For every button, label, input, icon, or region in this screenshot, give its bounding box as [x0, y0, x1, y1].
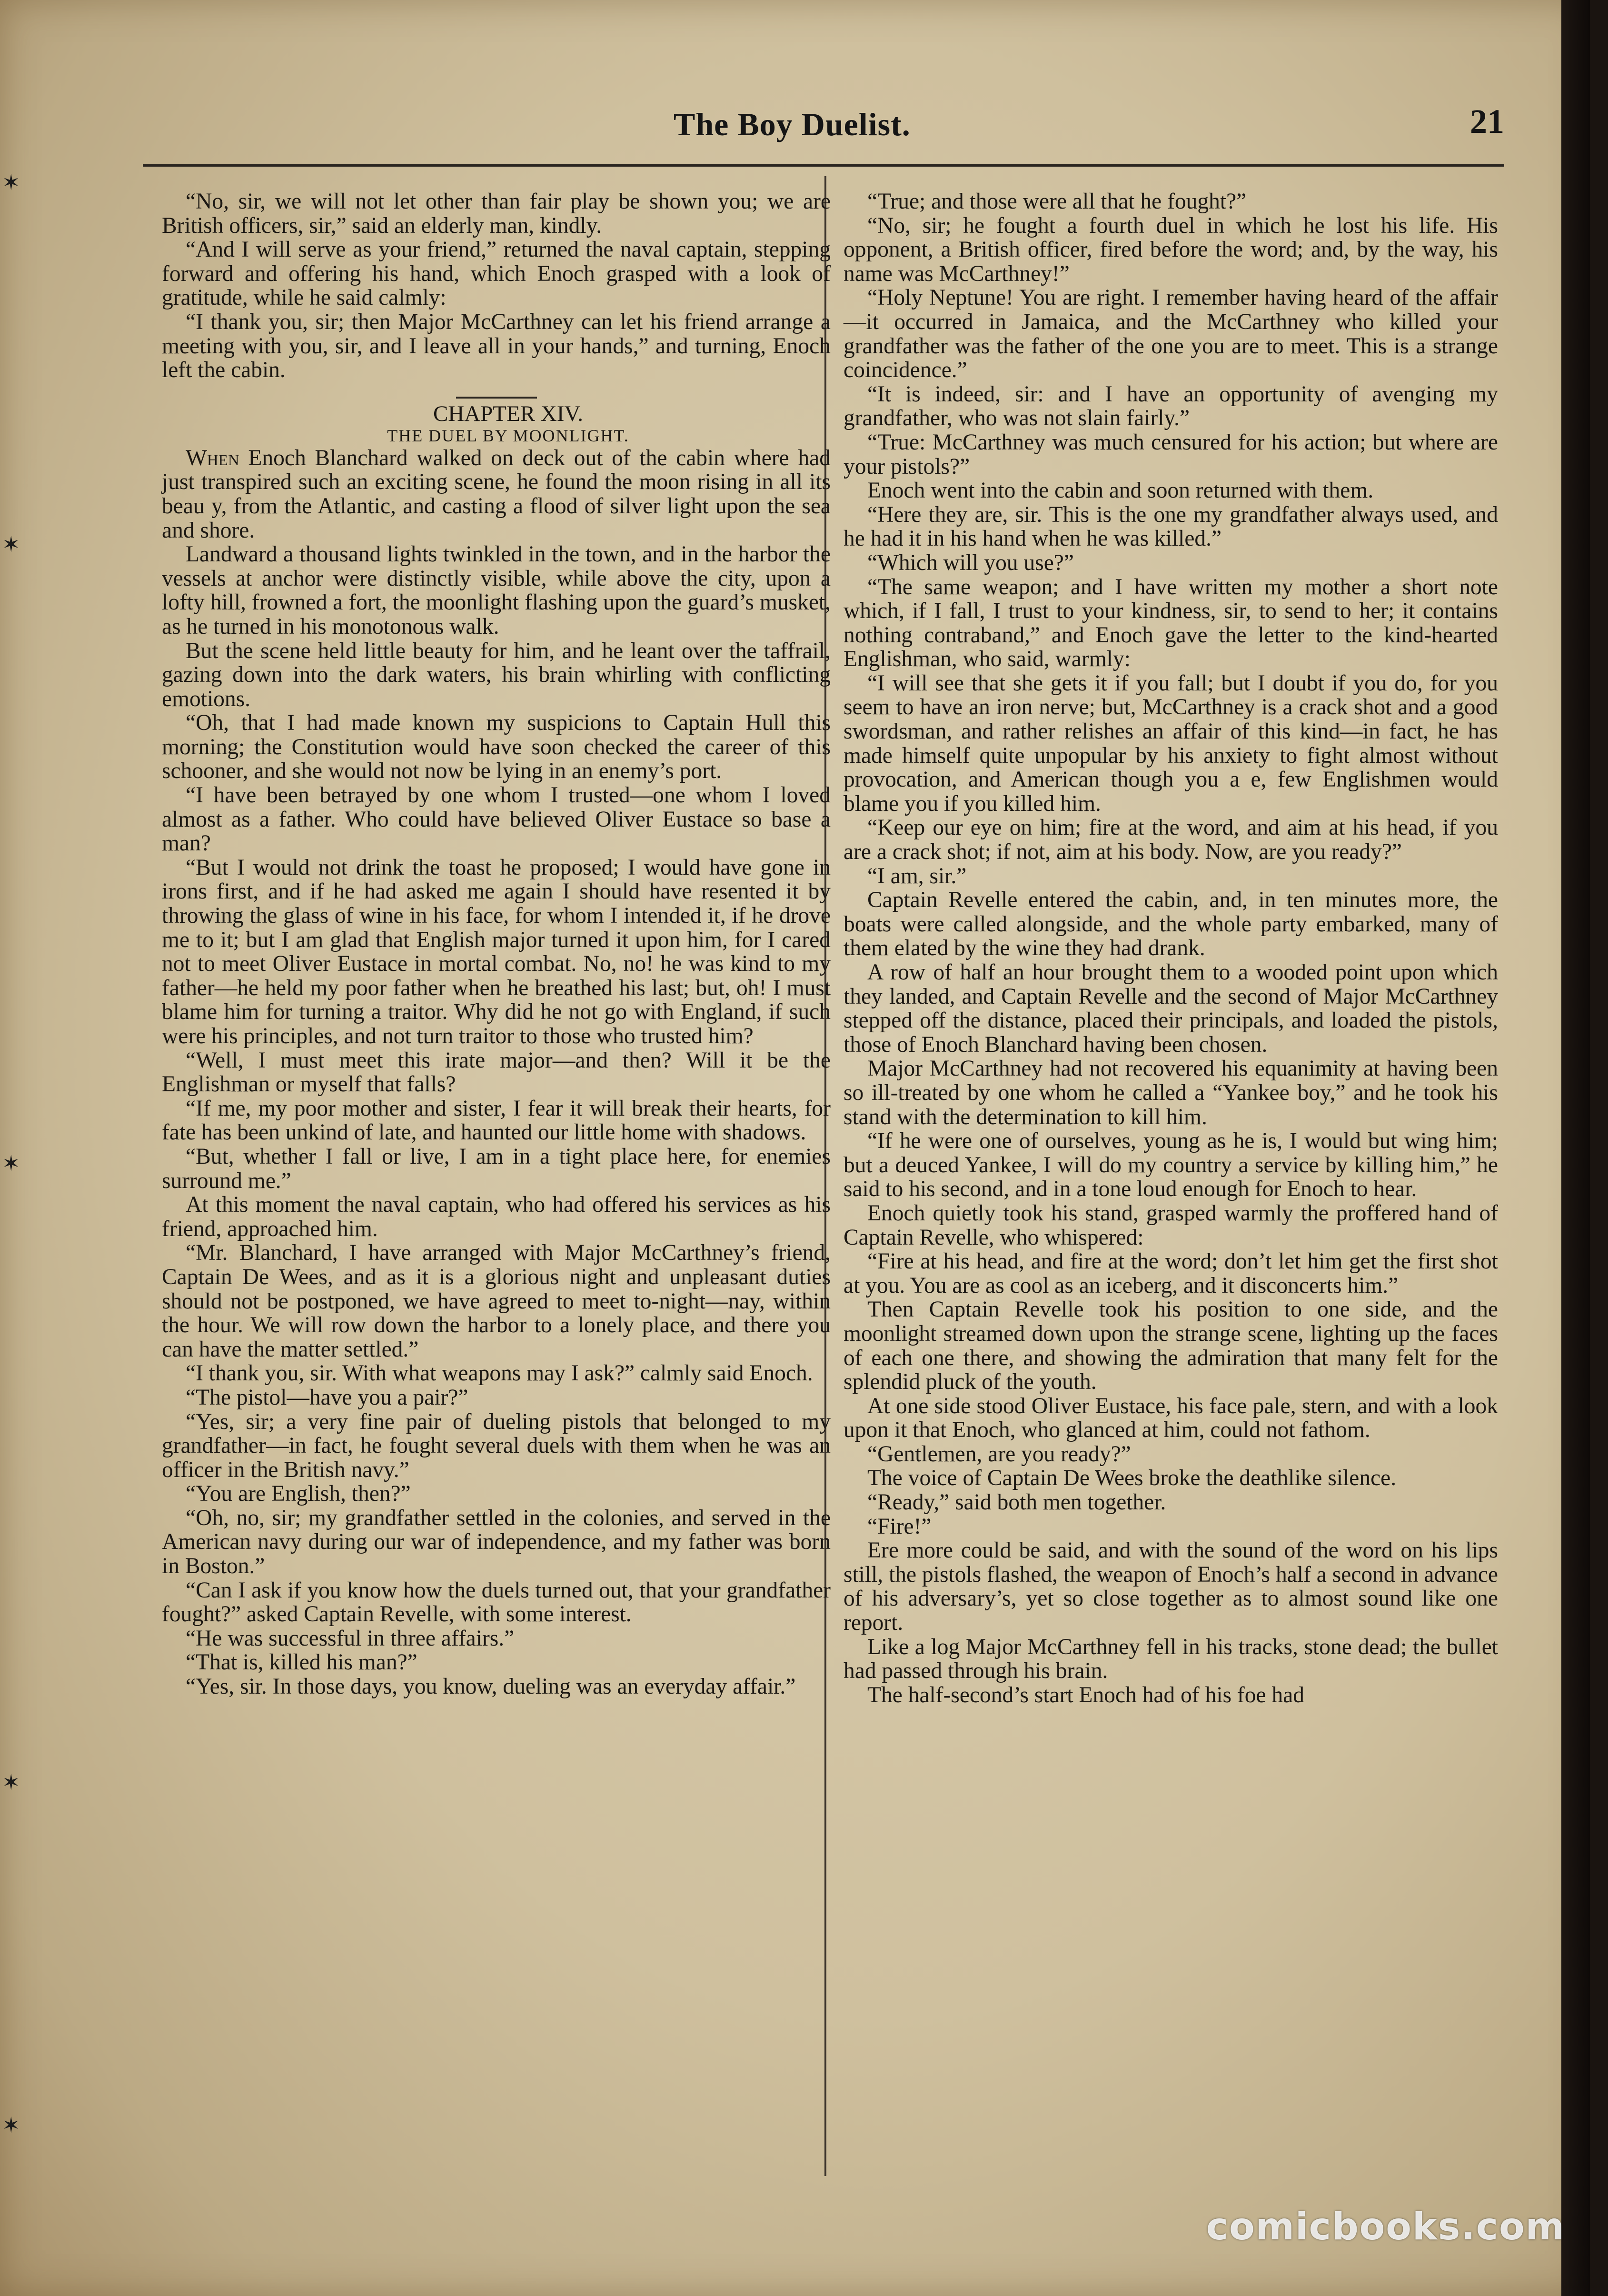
paragraph: “Mr. Blanchard, I have arranged with Major McCarthney’s friend, Captain De Wees, and as it is a glorious night and unpleasant duties should not be postponed, we have agreed to meet to-night—nay, within the hour. We will row down the harbor to a lonely place, and there you can have the matter settled.” [162, 1240, 831, 1362]
binding-stitch: ✶ [2, 1769, 20, 1795]
binding-stitch: ✶ [2, 531, 20, 557]
chapter-first-paragraph-text: Enoch Blanchard walked on deck out of the cabin where had just transpired such an exciting scene, he found the moon rising in all its beau y, from the Atlantic, and casting a flood of silver light upon the sea and shore. [162, 445, 831, 543]
page-edge [1561, 0, 1590, 2296]
page-title: The Boy Duelist. [674, 106, 911, 142]
paragraph: Ere more could be said, and with the sound of the word on his lips still, the pistols flashed, the weapon of Enoch’s half a second in advance of his adversary’s, yet so close together as to almost sound like one report. [844, 1538, 1498, 1636]
paragraph: “If me, my poor mother and sister, I fear it will break their hearts, for fate has been unkind of late, and haunted our little home with shadows. [162, 1096, 831, 1145]
paragraph: “Oh, no, sir; my grandfather settled in the colonies, and served in the American navy during our war of independence, and my father was born in Boston.” [162, 1505, 831, 1579]
paragraph: “But, whether I fall or live, I am in a tight place here, for enemies surround me.” [162, 1144, 831, 1193]
paragraph: “Keep our eye on him; fire at the word, and aim at his head, if you are a crack shot; if not, aim at his body. Now, are you ready?” [844, 815, 1498, 865]
paragraph: “Oh, that I had made known my suspicions to Captain Hull this morning; the Constitution would have soon checked the career of this schooner, and she would not now be lying in an enemy’s port. [162, 710, 831, 784]
paragraph: “Well, I must meet this irate major—and then? Will it be the Englishman or myself that falls? [162, 1048, 831, 1097]
paragraph: “And I will serve as your friend,” returned the naval captain, stepping forward and offering his hand, which Enoch grasped with a look of gratitude, while he said calmly: [162, 237, 831, 310]
binding-stitch: ✶ [2, 1150, 20, 1176]
paragraph: At this moment the naval captain, who had offered his services as his friend, approached him. [162, 1192, 831, 1241]
paragraph: Enoch quietly took his stand, grasped warmly the proffered hand of Captain Revelle, who whispered: [844, 1200, 1498, 1250]
paragraph: The voice of Captain De Wees broke the deathlike silence. [867, 1466, 1397, 1491]
running-header [143, 102, 1504, 158]
paragraph: “No, sir; he fought a fourth duel in which he lost his life. His opponent, a British officer, fired before the word; and, by the way, his name was McCarthney!” [844, 213, 1498, 286]
paragraph: “You are English, then?” [186, 1481, 411, 1507]
paragraph: Major McCarthney had not recovered his equanimity at having been so ill-treated by one whom he called a “Yankee boy,” and he took his stand with the determination to kill him. [844, 1056, 1498, 1129]
paragraph: “But I would not drink the toast he proposed; I would have gone in irons first, and if he had asked me again I should have resented it by throwing the glass of wine in his face, for whom I intended it, if he drove me to it; but I am glad that English major turned it upon him, for I cared not to meet Oliver Eustace in mortal combat. No, no! he was kind to my father—he held my poor father when he breathed his last; but, oh! I must blame him for turning a traitor. Why did he not go with England, if such were his principles, and not turn traitor to those who trusted him? [162, 855, 831, 1048]
chapter-first-paragraph [162, 446, 831, 542]
paragraph: “That is, killed his man?” [186, 1650, 417, 1675]
paragraph: “I am, sir.” [867, 863, 967, 888]
paragraph: “Fire at his head, and fire at the word; don’t let him get the first shot at you. You are as cool as an iceberg, and it disconcerts him.” [844, 1249, 1498, 1298]
paragraph: Then Captain Revelle took his position to one side, and the moonlight streamed down upon the strange scene, lighting up the faces of each one there, and showing the admiration that many felt for the splendid pluck of the youth. [844, 1297, 1498, 1395]
paragraph: “True: McCarthney was much censured for his action; but where are your pistols?” [844, 429, 1498, 479]
right-paragraphs [844, 190, 1498, 1707]
paragraph: “It is indeed, sir: and I have an opportunity of avenging my grandfather, who was not slain fairly.” [844, 381, 1498, 431]
right-column [844, 190, 1498, 1707]
chapter-rule [456, 397, 537, 399]
paragraph: The half-second’s start Enoch had of his foe had [867, 1682, 1305, 1707]
paragraph: Enoch went into the cabin and soon returned with them. [867, 478, 1374, 503]
paragraph: “True; and those were all that he fought?” [867, 189, 1247, 214]
paragraph: “Here they are, sir. This is the one my grandfather always used, and he had it in his hand when he was killed.” [844, 502, 1498, 551]
paragraph: “Can I ask if you know how the duels turned out, that your grandfather fought?” asked Captain Revelle, with some interest. [162, 1577, 831, 1627]
paragraph: “Yes, sir. In those days, you know, dueling was an everyday affair.” [186, 1674, 796, 1699]
paragraph: “I have been betrayed by one whom I trusted—one whom I loved almost as a father. Who could have believed Oliver Eustace so base a man? [162, 783, 831, 856]
left-paragraphs-after [162, 542, 831, 1699]
header-rule [143, 164, 1504, 167]
paragraph: “I will see that she gets it if you fall; but I doubt if you do, for you seem to have an iron nerve; but, McCarthney is a crack shot and a good swordsman, and rather relishes an affair of this kind—in fact, he has made himself quite unpopular by his anxiety to fight almost without provocation, and American though you a e, few Englishmen would blame you if you killed him. [844, 670, 1498, 816]
binding-stitch: ✶ [2, 170, 20, 195]
paragraph: “Which will you use?” [867, 550, 1074, 575]
left-column [162, 190, 831, 1699]
paragraph: “He was successful in three affairs.” [186, 1626, 515, 1651]
paragraph: A row of half an hour brought them to a wooded point upon which they landed, and Captain Revelle and the second of Major McCarthney stepped off the distance, placed their principals, and loaded the pistols, those of Enoch Blanchard having been chosen. [844, 960, 1498, 1057]
paragraph: “Ready,” said both men together. [867, 1490, 1166, 1515]
paragraph: At one side stood Oliver Eustace, his face pale, stern, and with a look upon it that Enoch, who glanced at him, could not fathom. [844, 1393, 1498, 1443]
paragraph: “The pistol—have you a pair?” [186, 1385, 468, 1410]
paragraph: Like a log Major McCarthney fell in his tracks, stone dead; the bullet had passed through his brain. [844, 1634, 1498, 1684]
page-number: 21 [1470, 102, 1504, 140]
watermark: comicbooks.com [1206, 2206, 1565, 2248]
paragraph: “Yes, sir; a very fine pair of dueling pistols that belonged to my grandfather—in fact, he fought several duels with them when he was an officer in the British navy.” [162, 1409, 831, 1482]
chapter-subheading: THE DUEL BY MOONLIGHT. [387, 426, 629, 445]
paragraph: “I thank you, sir; then Major McCarthney can let his friend arrange a meeting with you, sir, and I leave all in your hands,” and turning, Enoch left the cabin. [162, 309, 831, 383]
chapter-heading: CHAPTER XIV. [433, 401, 584, 426]
paragraph: “I thank you, sir. With what weapons may I ask?” calmly said Enoch. [186, 1361, 813, 1386]
paragraph: “The same weapon; and I have written my mother a short note which, if I fall, I trust to your kindness, sir, to send to her; it contains nothing contraband,” and Enoch gave the letter to the kind-hearted Englishman, who said, warmly: [844, 574, 1498, 672]
paragraph: “Holy Neptune! You are right. I remember having heard of the affair—it occurred in Jamaica, and the McCarthney who killed your grandfather was the father of the one you are to meet. This is a strange coincidence.” [844, 285, 1498, 383]
chapter-first-word: When [186, 445, 239, 470]
paragraph: Captain Revelle entered the cabin, and, in ten minutes more, the boats were called alongside, and the whole party embarked, many of them elated by the wine they had drank. [844, 888, 1498, 961]
paragraph: But the scene held little beauty for him, and he leant over the taffrail, gazing down into the dark waters, his brain whirling with conflicting emotions. [162, 638, 831, 711]
binding-stitch: ✶ [2, 2112, 20, 2138]
paragraph: Landward a thousand lights twinkled in the town, and in the harbor the vessels at anchor were distinctly visible, while above the city, upon a lofty hill, frowned a fort, the moonlight flashing upon the guard’s musket, as he turned in his monotonous walk. [162, 542, 831, 639]
paragraph: “If he were one of ourselves, young as he is, I would but wing him; but a deuced Yankee, I will do my country a service by killing him,” he said to his second, and in a tone loud enough for Enoch to hear. [844, 1128, 1498, 1202]
paragraph: “No, sir, we will not let other than fair play be shown you; we are British officers, sir,” said an elderly man, kindly. [162, 189, 831, 238]
paragraph: “Fire!” [867, 1514, 932, 1539]
paragraph: “Gentlemen, are you ready?” [867, 1441, 1131, 1467]
left-paragraphs-before [162, 190, 831, 382]
